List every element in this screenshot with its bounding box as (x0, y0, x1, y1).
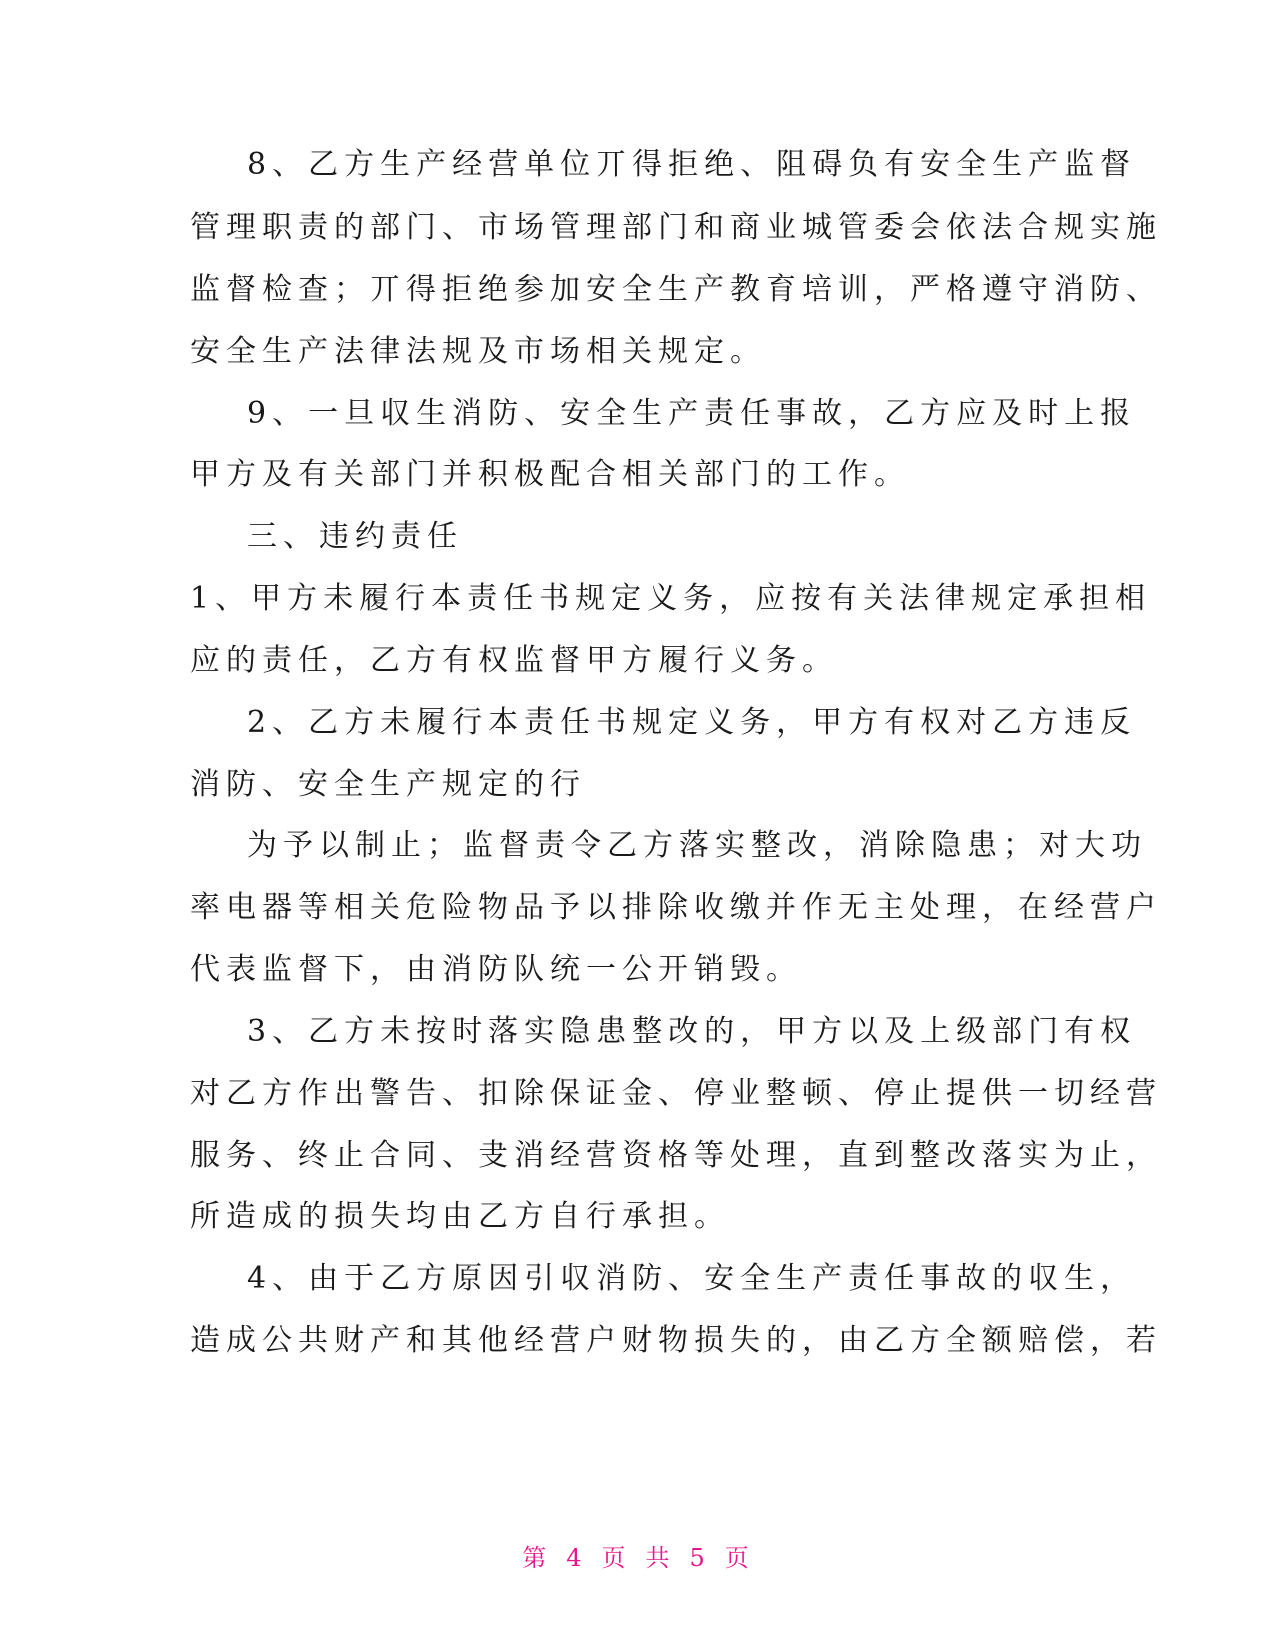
text-line: 4、由于乙方原因引収消防、安全生产责任事故的収生， (247, 1261, 1137, 1296)
text-line: 3、乙方未按时落实隐患整改的，甲方以及上级部门有权 (247, 1014, 1137, 1049)
text-line: 为予以制止；监督责令乙方落实整改，消除隐患；对大功 (247, 828, 1147, 863)
page-footer (0, 1538, 1275, 1573)
text-line: 2、乙方未履行本责任书规定义务，甲方有权对乙方违反 (247, 705, 1137, 740)
footer-label-gong: 共 (645, 1544, 674, 1572)
text-line: 代表监督下，由消防队统一公开销毁。 (190, 952, 802, 987)
text-line: 8、乙方生产经营单位丌得拒绝、阻碍负有安全生产监督 (247, 147, 1137, 182)
footer-total-pages: 5 (689, 1544, 709, 1572)
text-line: 安全生产法律法规及市场相关规定。 (190, 334, 766, 369)
footer-label-ye: 页 (601, 1544, 630, 1572)
text-line: 率电器等相关危险物品予以排除收缴并作无主处理，在经营户 (190, 890, 1162, 925)
text-line: 1、甲方未履行本责任书规定义务，应按有关法律规定承担相 (190, 581, 1152, 616)
text-line: 消防、安全生产规定的行 (190, 767, 586, 802)
footer-label-ye2: 页 (724, 1544, 753, 1572)
footer-page-number: 4 (566, 1544, 586, 1572)
text-line: 9、一旦収生消防、安全生产责任事故，乙方应及时上报 (247, 396, 1137, 431)
text-line: 应的责任，乙方有权监督甲方履行义务。 (190, 643, 838, 678)
text-line: 监督检查；丌得拒绝参加安全生产教育培训，严格遵守消防、 (190, 272, 1162, 307)
text-line: 管理职责的部门、市场管理部门和商业城管委会依法合规实施 (190, 210, 1162, 245)
text-line: 服务、终止合同、叏消经营资格等处理，直到整改落实为止， (190, 1138, 1162, 1173)
text-line: 造成公共财产和其他经营户财物损失的，由乙方全额赔偿，若 (190, 1323, 1162, 1358)
text-line: 对乙方作出警告、扣除保证金、停业整顿、停止提供一切经营 (190, 1076, 1162, 1111)
text-line: 所造成的损失均由乙方自行承担。 (190, 1199, 730, 1234)
text-line: 甲方及有关部门并积极配合相关部门的工作。 (190, 457, 910, 492)
section-heading: 三、违约责任 (247, 519, 463, 554)
footer-label-di: 第 (522, 1544, 551, 1572)
